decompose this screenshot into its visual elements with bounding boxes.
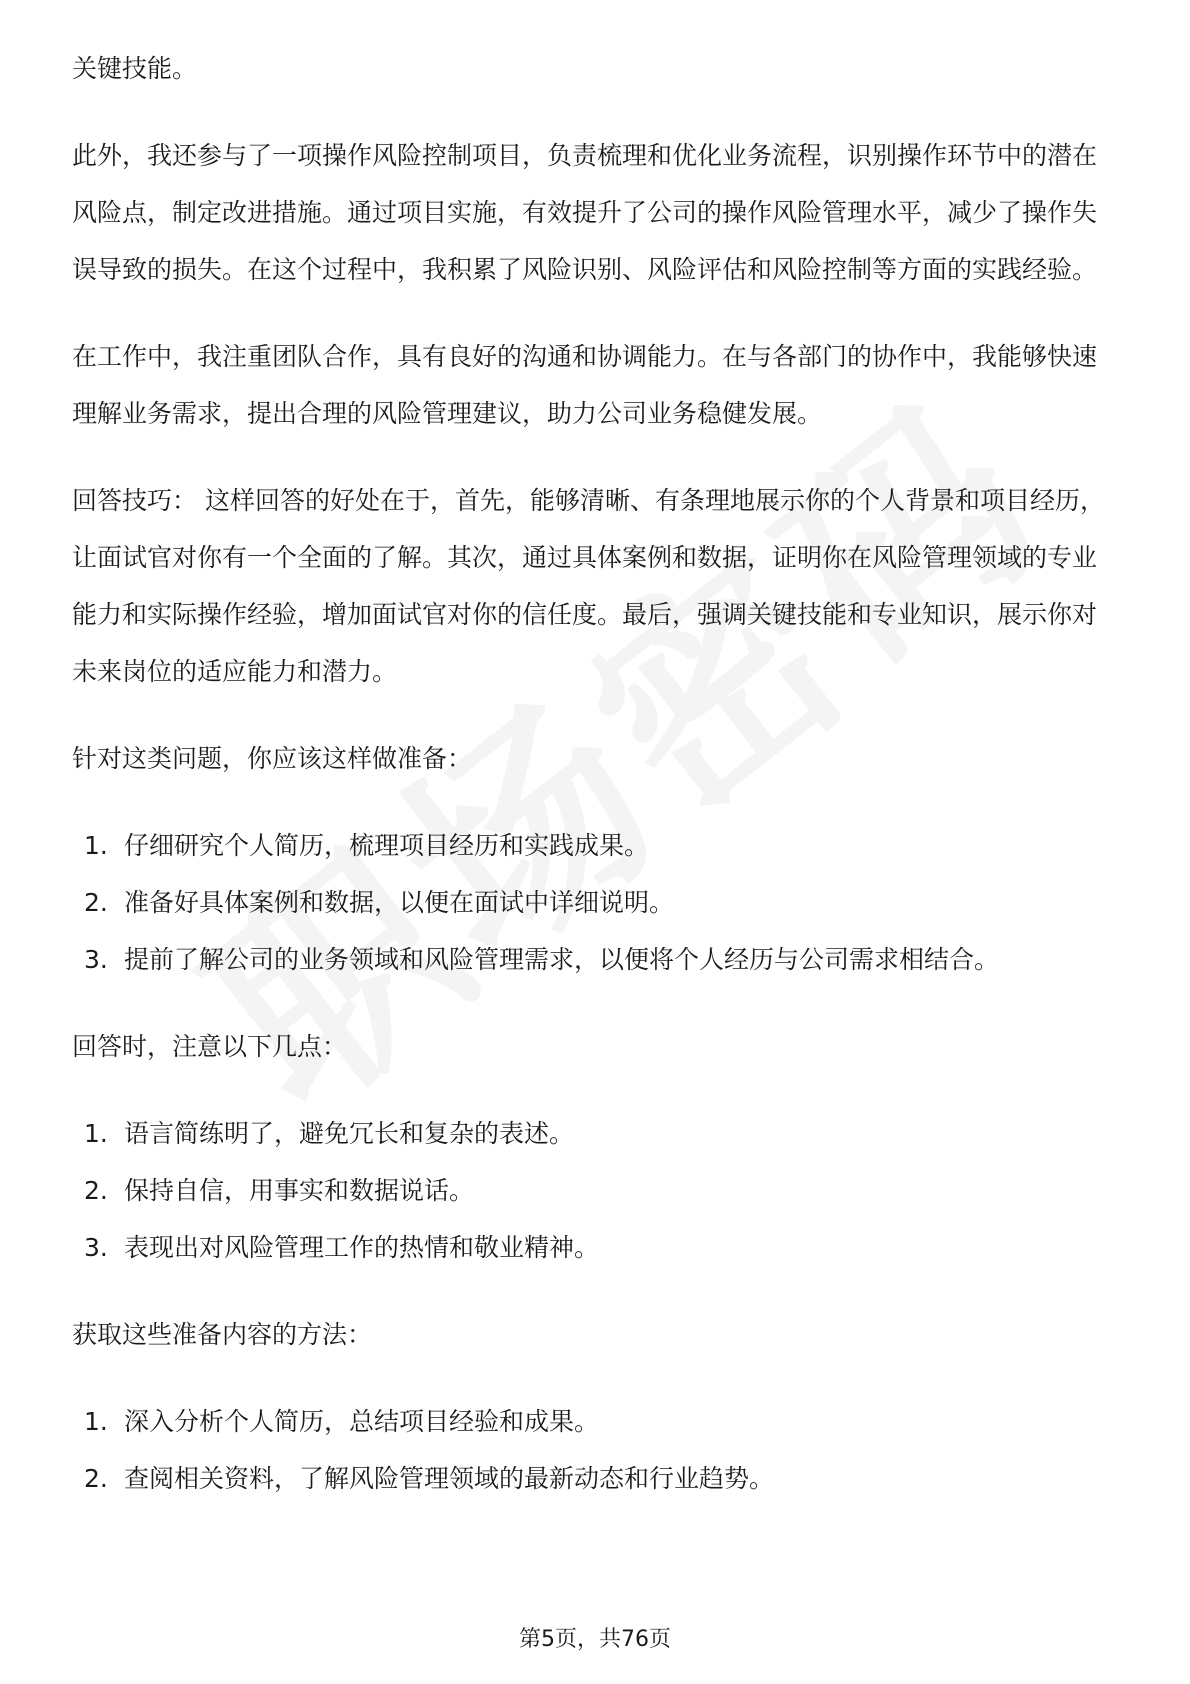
list-item-text: 语言简练明了，避免冗长和复杂的表述。 bbox=[124, 1119, 575, 1148]
page-number-footer: 第5页，共76页 bbox=[519, 1627, 671, 1652]
list-answer-notes bbox=[72, 1105, 1118, 1276]
list-number: 3. bbox=[84, 1233, 108, 1262]
list-prepare bbox=[72, 817, 1118, 988]
list-item bbox=[72, 1105, 1118, 1162]
paragraph-key-skills-tail: 关键技能。 bbox=[72, 54, 198, 83]
list-number: 1. bbox=[84, 1119, 108, 1148]
list-methods bbox=[72, 1393, 1118, 1507]
list-number: 3. bbox=[84, 945, 108, 974]
list-item bbox=[72, 931, 1118, 988]
section-heading-prepare: 针对这类问题，你应该这样做准备： bbox=[72, 744, 473, 773]
list-item-text: 深入分析个人简历，总结项目经验和成果。 bbox=[124, 1407, 600, 1436]
list-item bbox=[72, 1393, 1118, 1450]
section-heading-methods: 获取这些准备内容的方法： bbox=[72, 1320, 373, 1349]
list-item bbox=[72, 874, 1118, 931]
list-item-text: 查阅相关资料，了解风险管理领域的最新动态和行业趋势。 bbox=[124, 1464, 775, 1493]
list-item bbox=[72, 817, 1118, 874]
list-item-text: 表现出对风险管理工作的热情和敬业精神。 bbox=[124, 1233, 600, 1262]
list-number: 1. bbox=[84, 1407, 108, 1436]
list-item-text: 准备好具体案例和数据，以便在面试中详细说明。 bbox=[124, 888, 675, 917]
list-item-text: 提前了解公司的业务领域和风险管理需求，以便将个人经历与公司需求相结合。 bbox=[124, 945, 1000, 974]
page-content bbox=[72, 40, 1118, 1537]
list-number: 2. bbox=[84, 1176, 108, 1205]
list-item-text: 仔细研究个人简历，梳理项目经历和实践成果。 bbox=[124, 831, 650, 860]
paragraph-risk-project: 此外，我还参与了一项操作风险控制项目，负责梳理和优化业务流程，识别操作环节中的潜在风险点，制定改进措施。通过项目实施，有效提升了公司的操作风险管理水平，减少了操作失误导致的损失。在这个过程中，我积累了风险识别、风险评估和风险控制等方面的实践经验。 bbox=[72, 141, 1098, 284]
list-item bbox=[72, 1162, 1118, 1219]
paragraph-teamwork: 在工作中，我注重团队合作，具有良好的沟通和协调能力。在与各部门的协作中，我能够快速理解业务需求，提出合理的风险管理建议，助力公司业务稳健发展。 bbox=[72, 342, 1098, 428]
list-number: 2. bbox=[84, 888, 108, 917]
list-number: 2. bbox=[84, 1464, 108, 1493]
list-item bbox=[72, 1450, 1118, 1507]
list-number: 1. bbox=[84, 831, 108, 860]
list-item-text: 保持自信，用事实和数据说话。 bbox=[124, 1176, 475, 1205]
list-item bbox=[72, 1219, 1118, 1276]
paragraph-answer-tips: 回答技巧： 这样回答的好处在于，首先，能够清晰、有条理地展示你的个人背景和项目经历，让面试官对你有一个全面的了解。其次，通过具体案例和数据，证明你在风险管理领域的专业能力和实际操作经验，增加面试官对你的信任度。最后，强调关键技能和专业知识，展示你对未来岗位的适应能力和潜力。 bbox=[72, 486, 1105, 686]
section-heading-answer-notes: 回答时，注意以下几点： bbox=[72, 1032, 348, 1061]
